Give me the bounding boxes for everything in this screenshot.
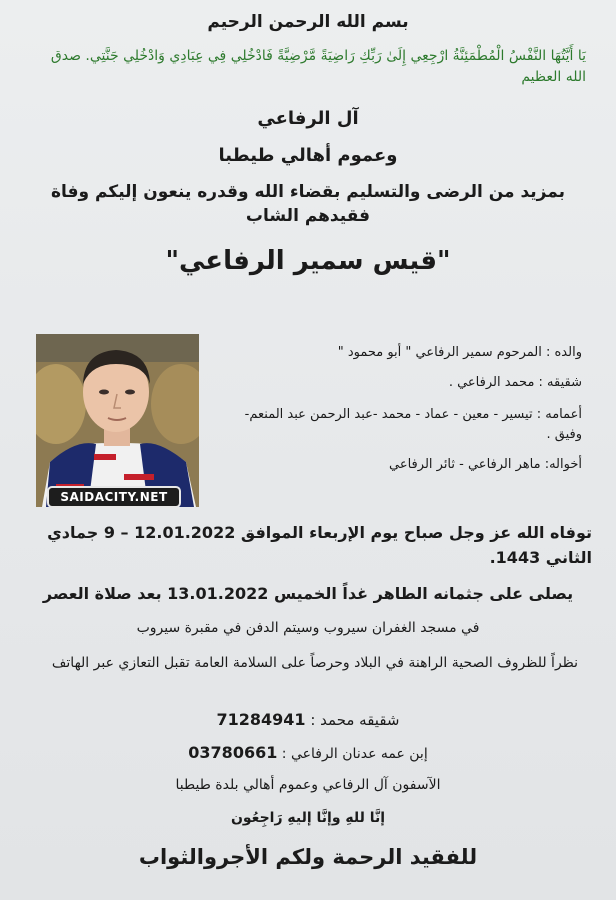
maternal-uncles-line: أخواله: ماهر الرفاعي - ثائر الرفاعي xyxy=(389,457,582,472)
mourners-line: الآسفون آل الرفاعي وعموم أهالي بلدة طيطبا xyxy=(175,777,441,793)
inna-lillah-line: إنَّا للهِ وإنَّا إليهِ رَاجِعُون xyxy=(230,810,386,826)
closing-prayer: للفقيد الرحمة ولكم الأجروالثواب xyxy=(138,845,478,869)
deceased-name: "قيس سمير الرفاعي" xyxy=(165,246,451,276)
brother-line: شقيقه : محمد الرفاعي . xyxy=(448,375,582,390)
death-notice: توفاه الله عز وجل صباح يوم الإربعاء الموافق 12.01.2022 – 9 جمادي الثاني 1443. xyxy=(47,523,592,567)
deceased-photo xyxy=(36,334,199,507)
phone-number: 03780661 xyxy=(188,743,278,762)
announcement-text: بمزيد من الرضى والتسليم بقضاء الله وقدره ينعون إليكم وفاة فقيدهم الشاب xyxy=(50,182,566,226)
village-families-line: وعموم أهالي طيطبا xyxy=(218,145,398,166)
portrait-illustration xyxy=(36,334,199,507)
basmala-heading: بسم الله الرحمن الرحيم xyxy=(207,12,409,32)
funeral-prayer-notice: يصلى على جثمانه الطاهر غداً الخميس 13.01.2022 بعد صلاة العصر xyxy=(42,584,574,603)
contact-label: إبن عمه عدنان الرفاعي : xyxy=(281,746,428,762)
phone-number: 71284941 xyxy=(216,710,306,729)
father-line: والده : المرحوم سمير الرفاعي " أبو محمود " xyxy=(337,345,582,360)
paternal-uncles-line: أعمامه : تيسير - معين - عماد - محمد -عبد الرحمن عبد المنعم- وفيق . xyxy=(244,407,582,442)
contact-row xyxy=(0,743,616,762)
burial-location: في مسجد الغفران سيروب وسيتم الدفن في مقبرة سيروب xyxy=(136,620,480,636)
contact-label: شقيقه محمد : xyxy=(310,711,400,729)
contact-row xyxy=(0,710,616,729)
condolences-health-notice: نظراً للظروف الصحية الراهنة في البلاد وحرصاً على السلامة العامة تقبل التعازي عبر الهاتف xyxy=(51,655,579,671)
family-name-line: آل الرفاعي xyxy=(257,108,359,129)
quran-verse: يَا أَيَّتُهَا النَّفْسُ الْمُطْمَئِنَّةُ ارْجِعِي إِلَىٰ رَبِّكِ رَاضِيَةً مَّرْضِيَّةً فَادْخُلِي فِي عِبَادِي وَادْخُلِي جَنَّتِي. صدق الله العظيم xyxy=(50,48,586,85)
website-watermark: SAIDACITY.NET xyxy=(47,486,181,508)
